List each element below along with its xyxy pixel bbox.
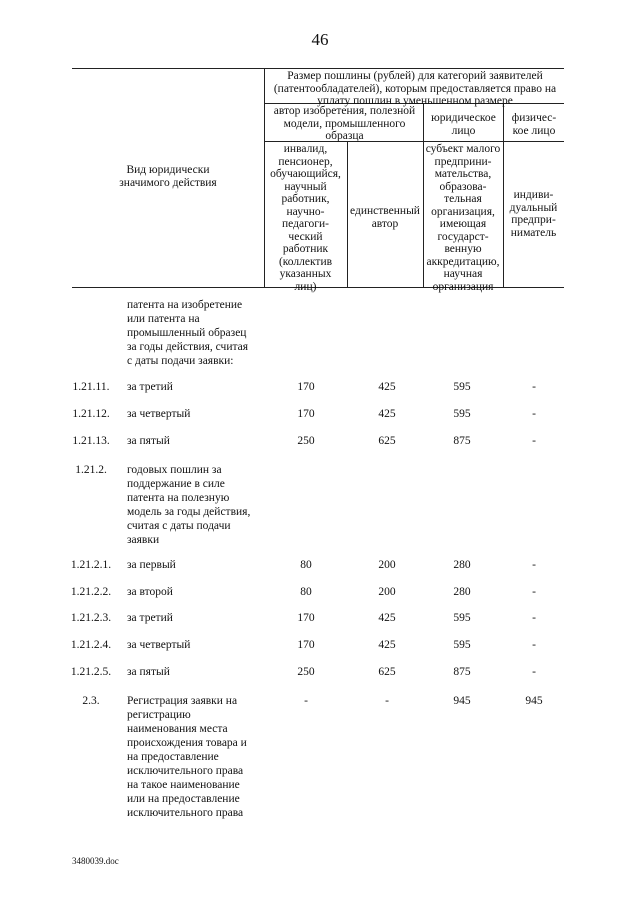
row-value-4: - — [532, 666, 536, 678]
header-stub: Вид юридически значимого действия — [119, 164, 217, 189]
row-value-3: 280 — [453, 586, 471, 598]
row-description: Регистрация заявки на регистрацию наименования места происхождения товара и на предоставление исключительного права на такое наименование или на предоставление исключительного права — [127, 695, 247, 819]
row-description: за четвертый — [127, 408, 191, 420]
row-value-2: 200 — [378, 559, 396, 571]
row-value-3: 875 — [453, 435, 471, 447]
row-description: за четвертый — [127, 639, 191, 651]
row-description: за пятый — [127, 666, 170, 678]
row-code: 1.21.2.1. — [70, 559, 112, 571]
row-value-4: - — [532, 559, 536, 571]
row-value-3: 595 — [453, 381, 471, 393]
row-value-4: - — [532, 408, 536, 420]
row-value-1: 170 — [297, 408, 315, 420]
row-value-3: 595 — [453, 639, 471, 651]
row-value-1: 170 — [297, 639, 315, 651]
row-description: за первый — [127, 559, 176, 571]
header-author-group: автор изобретения, полезной модели, промышленного образца — [273, 105, 416, 142]
row-description: за третий — [127, 381, 173, 393]
row-description: за третий — [127, 612, 173, 624]
row-code: 1.21.11. — [72, 381, 110, 393]
row-code: 1.21.12. — [72, 408, 110, 420]
page-number: 46 — [311, 30, 329, 49]
row-code: 2.3. — [82, 695, 100, 707]
header-sub-2: единственный автор — [350, 205, 420, 230]
row-description: за пятый — [127, 435, 170, 447]
row-value-4: - — [532, 639, 536, 651]
row-value-2: 625 — [378, 435, 396, 447]
row-value-3: 595 — [453, 408, 471, 420]
header-sub-3: субъект малого предприни- мательства, образова- тельная организация, имеющая государст- венную аккредитацию, научная организация — [425, 143, 501, 293]
row-value-3: 280 — [453, 559, 471, 571]
row-value-4: - — [532, 381, 536, 393]
header-sub-4: индиви- дуальный предпри- ниматель — [509, 189, 558, 239]
row-code: 1.21.13. — [72, 435, 110, 447]
header-top: Размер пошлины (рублей) для категорий заявителей (патентообладателей), которым предоставляется право на уплату пошлин в уменьшенном размере — [273, 70, 557, 107]
row-value-4: - — [532, 435, 536, 447]
row-value-2: 425 — [378, 381, 396, 393]
row-code: 1.21.2. — [75, 464, 107, 476]
document-footer: 3480039.doc — [72, 856, 119, 866]
row-value-2: 625 — [378, 666, 396, 678]
row-value-1: - — [304, 695, 308, 707]
table-top-rule — [72, 68, 564, 69]
header-individual: физичес- кое лицо — [511, 112, 557, 137]
row-value-1: 170 — [297, 612, 315, 624]
row-value-1: 80 — [300, 586, 312, 598]
row-value-2: - — [385, 695, 389, 707]
row-description: патента на изобретение или патента на промышленный образец за годы действия, считая с даты подачи заявки: — [127, 299, 249, 367]
row-value-1: 80 — [300, 559, 312, 571]
row-value-2: 425 — [378, 639, 396, 651]
header-sub-1: инвалид, пенсионер, обучающийся, научный работник, научно- педагоги- ческий работник (коллектив указанных лиц) — [270, 143, 341, 293]
row-value-2: 425 — [378, 408, 396, 420]
row-code: 1.21.2.3. — [70, 612, 112, 624]
row-value-1: 250 — [297, 666, 315, 678]
row-value-4: 945 — [525, 695, 543, 707]
row-description: за второй — [127, 586, 173, 598]
row-value-4: - — [532, 586, 536, 598]
row-value-2: 425 — [378, 612, 396, 624]
row-code: 1.21.2.2. — [70, 586, 112, 598]
row-value-3: 875 — [453, 666, 471, 678]
row-code: 1.21.2.5. — [70, 666, 112, 678]
row-value-3: 595 — [453, 612, 471, 624]
row-value-3: 945 — [453, 695, 471, 707]
row-description: годовых пошлин за поддержание в силе патента на полезную модель за годы действия, считая с даты подачи заявки — [127, 464, 251, 546]
row-value-4: - — [532, 612, 536, 624]
row-value-1: 170 — [297, 381, 315, 393]
row-value-2: 200 — [378, 586, 396, 598]
row-value-1: 250 — [297, 435, 315, 447]
header-legal-entity: юридическое лицо — [431, 112, 496, 137]
row-code: 1.21.2.4. — [70, 639, 112, 651]
